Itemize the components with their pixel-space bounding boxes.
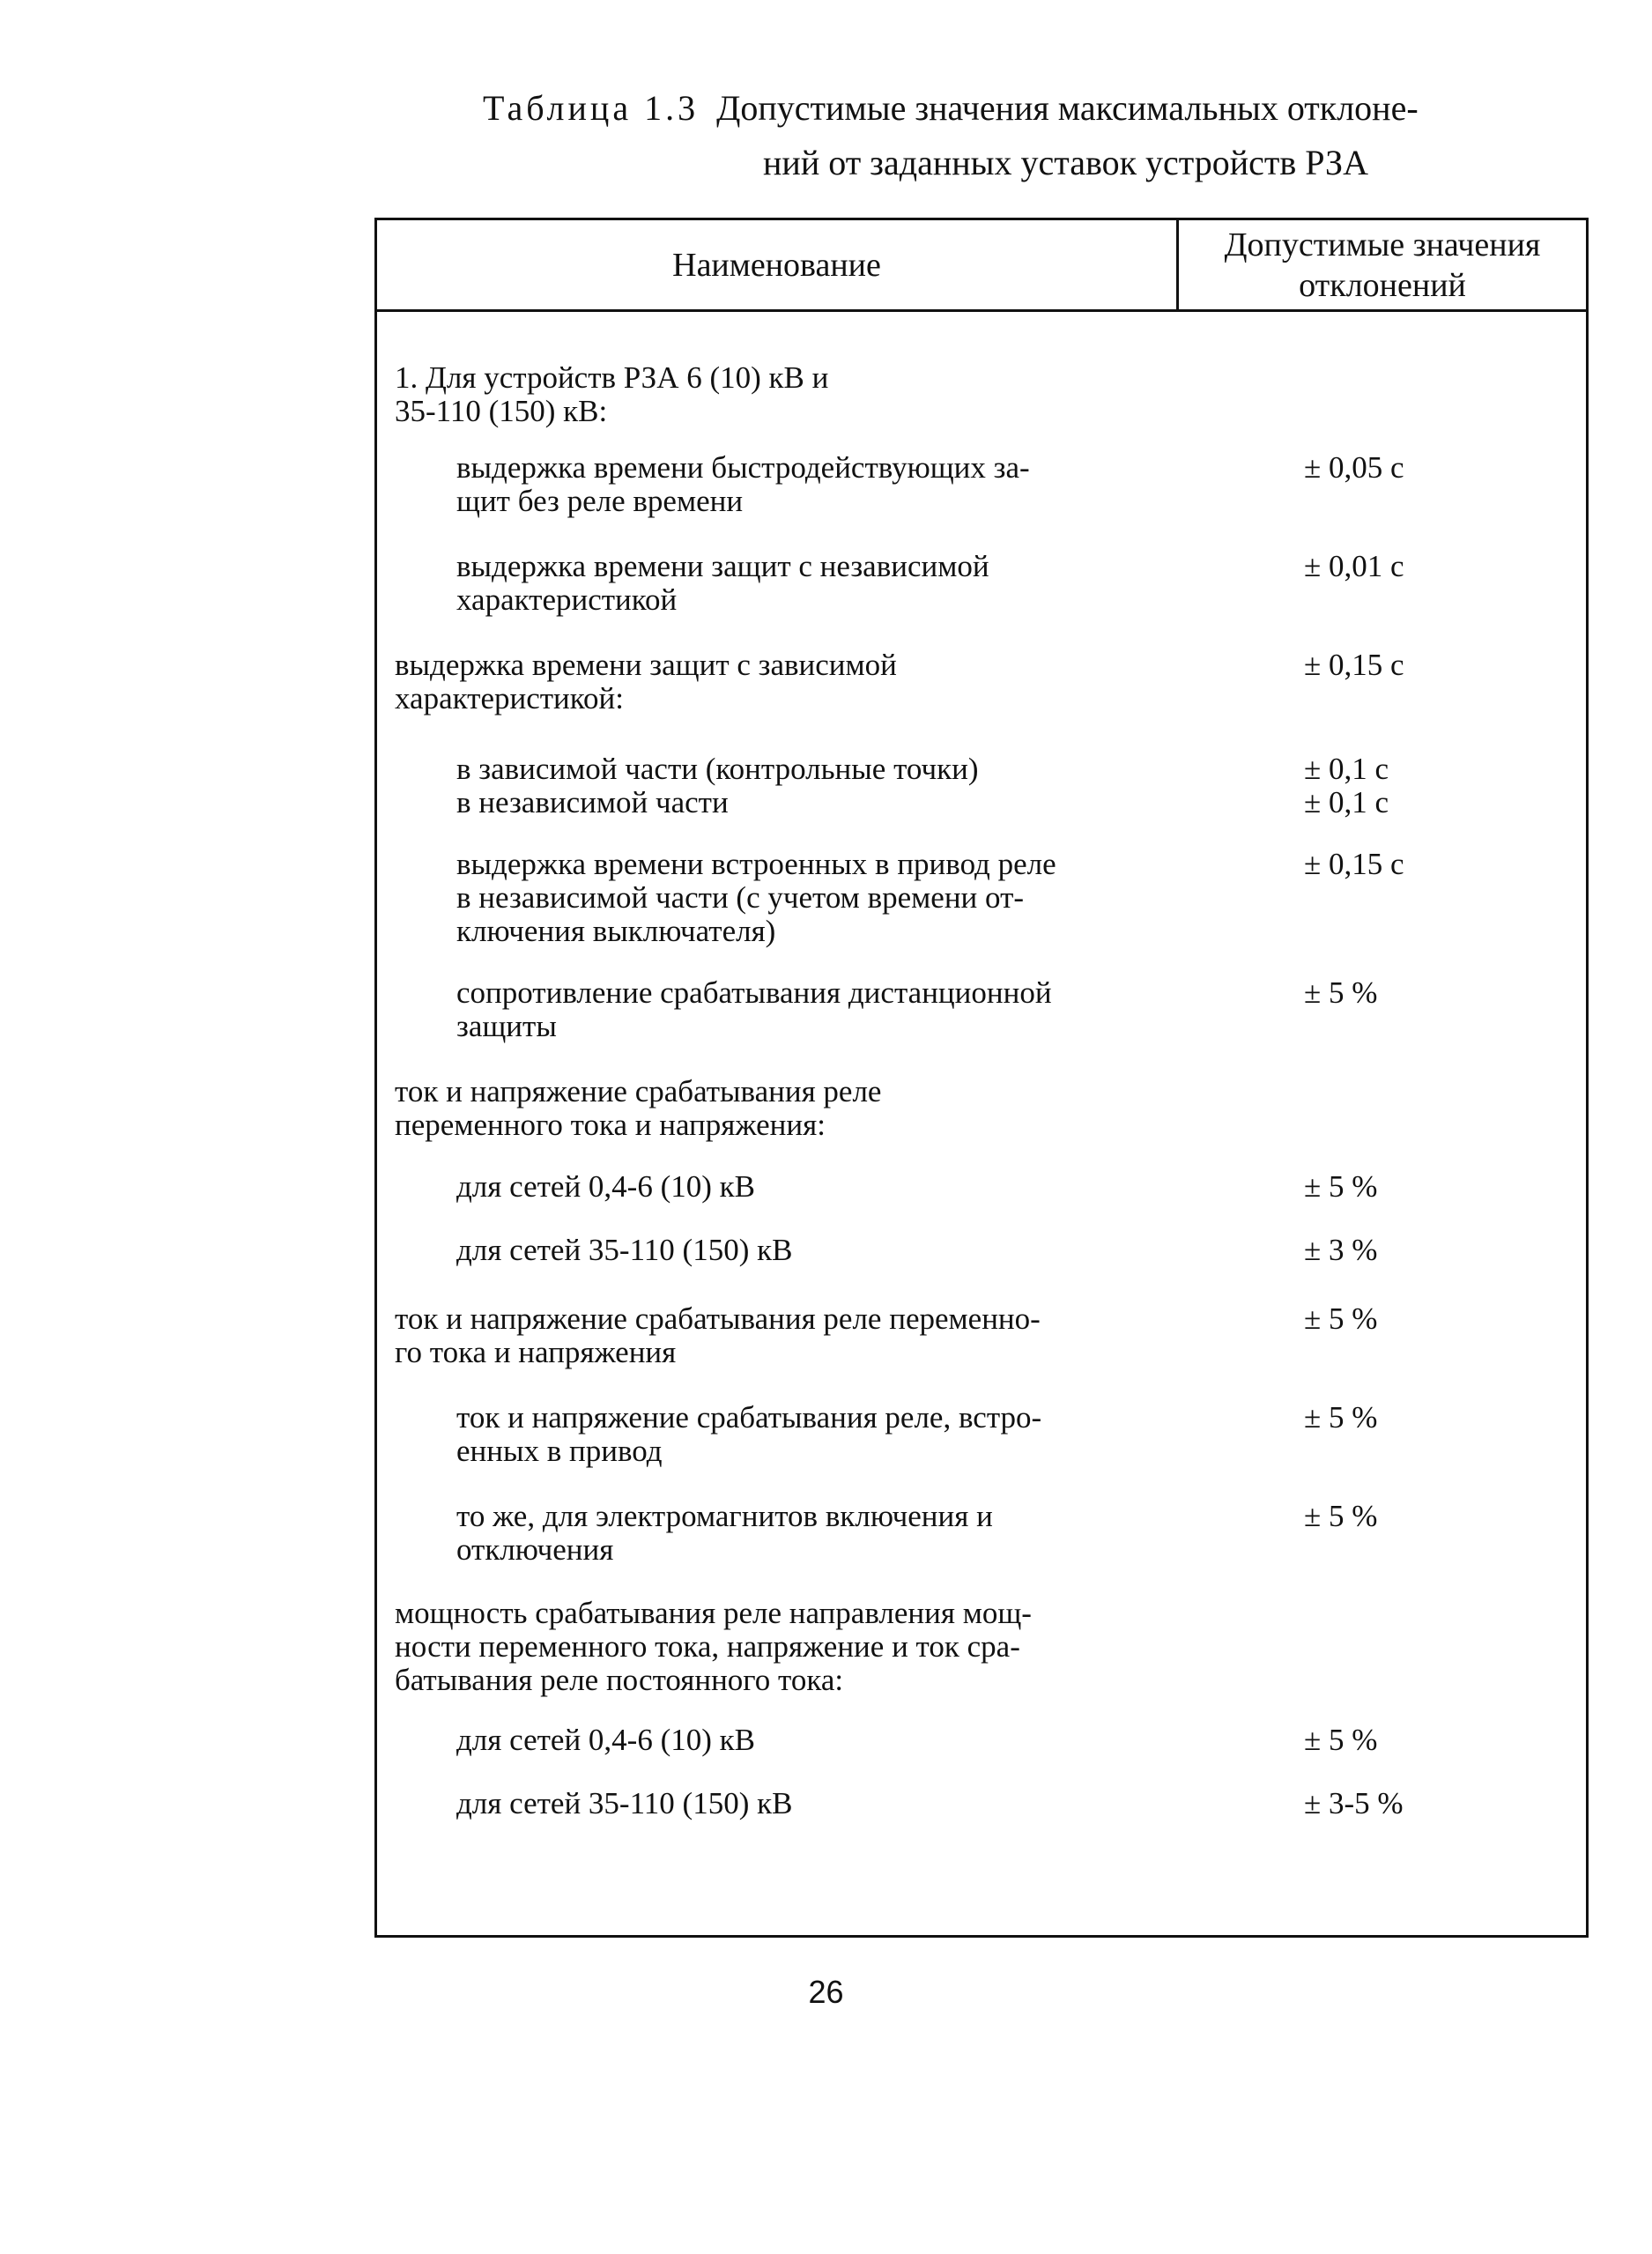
row-value <box>1304 1787 1568 1820</box>
caption-line-1 <box>483 81 1593 136</box>
row-value <box>1304 649 1568 682</box>
row-name-line: ности переменного тока, напряжение и ток сра- <box>395 1629 1020 1664</box>
row-value-line: ± 5 % <box>1304 1400 1378 1435</box>
row-value <box>1304 1170 1568 1204</box>
row-name-line: сопротивление срабатывания дистанционной <box>456 975 1052 1010</box>
caption-title-part-1: Допустимые значения максимальных отклоне- <box>716 88 1419 128</box>
row-name-line: в независимой части <box>456 785 729 819</box>
row-value-line: ± 5 % <box>1304 1301 1378 1336</box>
row-name-line: защиты <box>456 1009 557 1043</box>
row-name <box>456 1234 1188 1267</box>
row-name <box>456 1500 1188 1567</box>
row-name <box>456 753 1188 819</box>
row-value-line: ± 3-5 % <box>1304 1786 1404 1820</box>
row-value <box>1304 1500 1568 1533</box>
row-name-line: ключения выключателя) <box>456 914 776 948</box>
row-value <box>1304 848 1568 881</box>
page-number: 26 <box>808 1974 844 2010</box>
table-header <box>377 220 1586 312</box>
row-name <box>456 1787 1188 1820</box>
row-name <box>456 848 1188 948</box>
row-name-line: ток и напряжение срабатывания реле, встро- <box>456 1400 1042 1435</box>
row-name <box>395 361 1188 428</box>
row-name-line: для сетей 0,4-6 (10) кВ <box>456 1723 755 1757</box>
row-value-line: ± 5 % <box>1304 1169 1378 1204</box>
row-name-line: отключения <box>456 1532 614 1567</box>
row-name-line: ток и напряжение срабатывания реле переменно- <box>395 1301 1041 1336</box>
row-name-line: в зависимой части (контрольные точки) <box>456 752 979 786</box>
row-value-line: ± 0,1 с <box>1304 752 1389 786</box>
row-name-line: выдержка времени защит с зависимой <box>395 648 897 682</box>
header-name-column: Наименование <box>377 220 1179 309</box>
row-name-line: го тока и напряжения <box>395 1335 677 1369</box>
caption-label: Таблица 1.3 <box>483 88 700 128</box>
row-name <box>395 1075 1188 1142</box>
row-name <box>456 976 1188 1043</box>
row-value <box>1304 1401 1568 1435</box>
row-name-line: переменного тока и напряжения: <box>395 1108 826 1142</box>
row-name-line: ток и напряжение срабатывания реле <box>395 1074 882 1108</box>
row-value <box>1304 753 1568 819</box>
row-name-line: характеристикой: <box>395 681 624 715</box>
header-value-line-2: отклонений <box>1299 266 1466 304</box>
row-value <box>1304 451 1568 485</box>
row-name <box>395 649 1188 715</box>
row-value-line: ± 0,15 с <box>1304 648 1404 682</box>
row-name-line: то же, для электромагнитов включения и <box>456 1499 993 1533</box>
row-name-line: для сетей 35-110 (150) кВ <box>456 1233 793 1267</box>
row-value <box>1304 1234 1568 1267</box>
row-value-line: ± 0,15 с <box>1304 847 1404 881</box>
row-name-line: для сетей 0,4-6 (10) кВ <box>456 1169 755 1204</box>
row-name <box>456 1724 1188 1757</box>
row-name-line: щит без реле времени <box>456 484 744 518</box>
deviation-table <box>374 218 1589 1938</box>
row-name-line: для сетей 35-110 (150) кВ <box>456 1786 793 1820</box>
row-value-line: ± 3 % <box>1304 1233 1378 1267</box>
row-name-line: характеристикой <box>456 582 678 617</box>
row-name-line: выдержка времени встроенных в привод реле <box>456 847 1056 881</box>
row-name-line: 35-110 (150) кВ: <box>395 394 608 428</box>
row-name <box>395 1597 1188 1697</box>
row-name-line: 1. Для устройств РЗА 6 (10) кВ и <box>395 360 829 395</box>
header-value-column <box>1179 220 1586 309</box>
row-value-line: ± 0,05 с <box>1304 450 1404 485</box>
header-value-line-1: Допустимые значения <box>1224 226 1541 263</box>
row-name <box>456 451 1188 518</box>
row-name <box>456 1170 1188 1204</box>
row-value <box>1304 976 1568 1010</box>
row-value <box>1304 1302 1568 1336</box>
row-value-line: ± 5 % <box>1304 1499 1378 1533</box>
row-name-line: в независимой части (с учетом времени от- <box>456 880 1025 915</box>
row-name-line: выдержка времени быстродействующих за- <box>456 450 1030 485</box>
row-value-line: ± 5 % <box>1304 1723 1378 1757</box>
row-name-line: батывания реле постоянного тока: <box>395 1663 844 1697</box>
row-name <box>456 550 1188 617</box>
row-name-line: выдержка времени защит с независимой <box>456 549 989 583</box>
row-name <box>395 1302 1188 1369</box>
row-name-line: мощность срабатывания реле направления мощ- <box>395 1596 1032 1630</box>
table-caption <box>483 81 1593 190</box>
row-name <box>456 1401 1188 1468</box>
row-value-line: ± 0,1 с <box>1304 785 1389 819</box>
row-value <box>1304 550 1568 583</box>
row-value <box>1304 1724 1568 1757</box>
row-value-line: ± 0,01 с <box>1304 549 1404 583</box>
row-name-line: енных в привод <box>456 1434 663 1468</box>
row-value-line: ± 5 % <box>1304 975 1378 1010</box>
caption-title-part-2: ний от заданных уставок устройств РЗА <box>763 143 1368 182</box>
